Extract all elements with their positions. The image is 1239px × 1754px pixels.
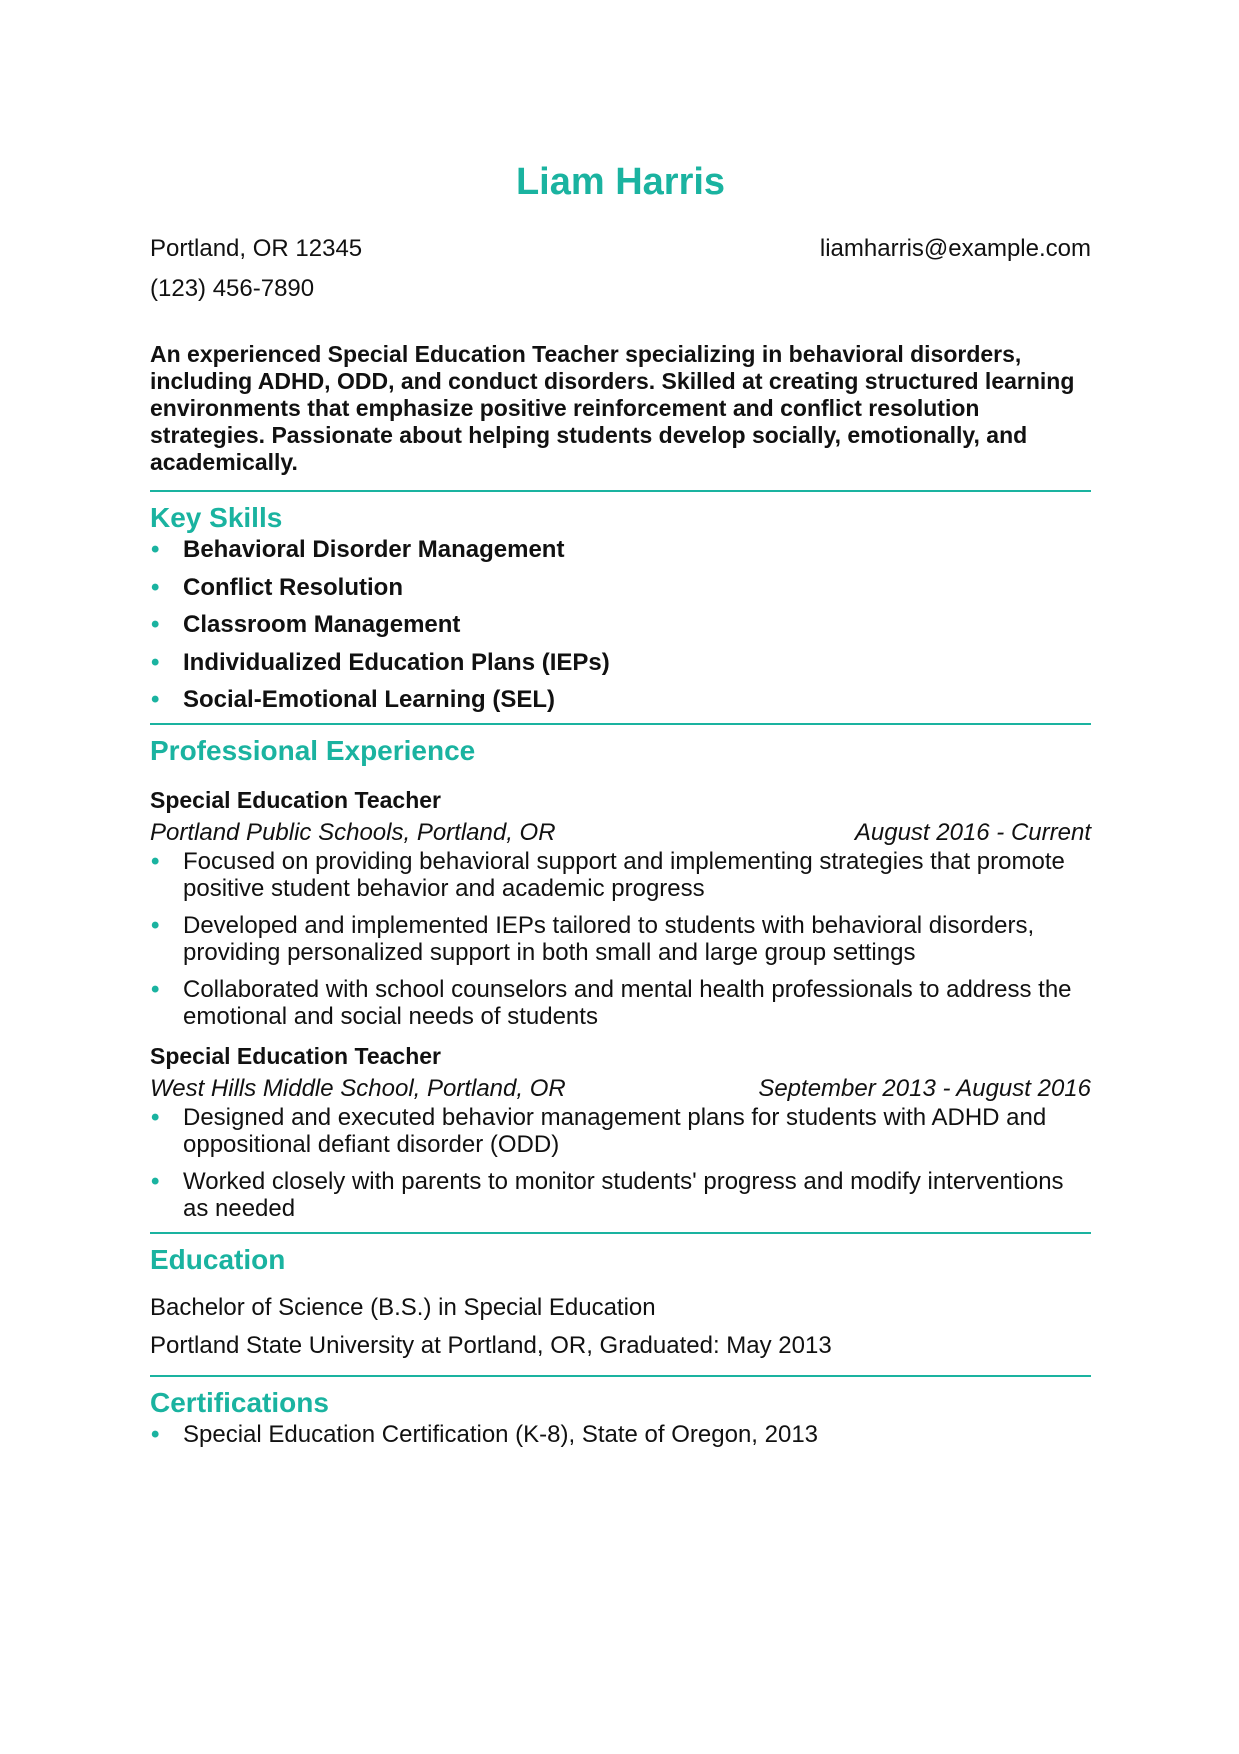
section-divider xyxy=(150,490,1091,492)
job-entry xyxy=(150,1042,1091,1222)
job-meta xyxy=(150,818,1091,848)
job-entry xyxy=(150,786,1091,1030)
bullet-dot-icon: • xyxy=(151,1103,160,1131)
job-employer: Portland Public Schools, Portland, OR xyxy=(150,818,556,846)
email: liamharris@example.com xyxy=(819,235,1091,262)
job-meta xyxy=(150,1074,1091,1104)
section-title-certifications: Certifications xyxy=(150,1386,329,1418)
bullet-dot-icon: • xyxy=(151,648,160,676)
education-degree: Bachelor of Science (B.S.) in Special Education xyxy=(150,1293,656,1321)
section-divider xyxy=(150,1375,1091,1377)
skill-text: Classroom Management xyxy=(183,611,461,638)
skill-text: Behavioral Disorder Management xyxy=(183,536,565,563)
duty-item xyxy=(150,1104,1091,1158)
location: Portland, OR 12345 xyxy=(150,235,363,262)
section-title-experience: Professional Experience xyxy=(150,734,476,766)
duty-item xyxy=(150,848,1091,902)
skill-text: Individualized Education Plans (IEPs) xyxy=(183,648,610,676)
bullet-dot-icon: • xyxy=(151,686,160,713)
job-duties xyxy=(150,1104,1091,1222)
resume-page xyxy=(150,160,1091,1450)
skills-list xyxy=(150,535,1091,715)
duty-text: Developed and implemented IEPs tailored to students with behavioral disorders, providing personalized support in both small and large group settings xyxy=(183,911,1035,966)
duty-item xyxy=(150,1168,1091,1222)
job-employer: West Hills Middle School, Portland, OR xyxy=(150,1074,566,1102)
skill-text: Conflict Resolution xyxy=(183,573,403,601)
bullet-dot-icon: • xyxy=(151,975,160,1003)
job-title: Special Education Teacher xyxy=(150,1042,442,1069)
contact-row xyxy=(150,234,1091,264)
job-title: Special Education Teacher xyxy=(150,786,442,813)
skill-item xyxy=(150,535,1091,565)
duty-text: Designed and executed behavior management plans for students with ADHD and oppositional defiant disorder (ODD) xyxy=(183,1103,1047,1158)
skill-item xyxy=(150,685,1091,715)
skill-item xyxy=(150,573,1091,603)
job-dates: September 2013 - August 2016 xyxy=(758,1074,1091,1102)
summary: An experienced Special Education Teacher specializing in behavioral disorders, including ADHD, ODD, and conduct disorders. Skilled at creating structured learning environments that emphasize positive reinforcement and conflict resolution strategies. Passionate about helping students develop socially, emotionally, and academically. xyxy=(150,341,1075,475)
candidate-name: Liam Harris xyxy=(515,161,726,203)
duty-item xyxy=(150,976,1091,1030)
certifications-list xyxy=(150,1420,1091,1450)
job-dates: August 2016 - Current xyxy=(854,818,1091,846)
duty-text: Worked closely with parents to monitor students' progress and modify interventions as needed xyxy=(183,1167,1064,1222)
bullet-dot-icon: • xyxy=(151,611,160,638)
bullet-dot-icon: • xyxy=(151,1167,160,1195)
duty-item xyxy=(150,912,1091,966)
job-duties xyxy=(150,848,1091,1030)
skill-item xyxy=(150,610,1091,640)
skill-item xyxy=(150,648,1091,678)
bullet-dot-icon: • xyxy=(151,911,160,939)
bullet-dot-icon: • xyxy=(151,536,160,563)
duty-text: Focused on providing behavioral support and implementing strategies that promote positive student behavior and academic progress xyxy=(183,847,1065,902)
duty-text: Collaborated with school counselors and mental health professionals to address the emotional and social needs of students xyxy=(183,975,1072,1030)
education-school: Portland State University at Portland, OR, Graduated: May 2013 xyxy=(150,1331,832,1359)
section-title-education: Education xyxy=(150,1243,286,1275)
skill-text: Social-Emotional Learning (SEL) xyxy=(183,686,556,713)
contact-row-phone xyxy=(150,274,1091,304)
bullet-dot-icon: • xyxy=(151,573,160,601)
bullet-dot-icon: • xyxy=(151,847,160,875)
section-divider xyxy=(150,1232,1091,1234)
certification-text: Special Education Certification (K-8), State of Oregon, 2013 xyxy=(183,1420,819,1448)
phone: (123) 456-7890 xyxy=(150,275,315,302)
certification-item xyxy=(150,1420,1091,1450)
bullet-dot-icon: • xyxy=(151,1420,160,1448)
section-divider xyxy=(150,723,1091,725)
section-title-skills: Key Skills xyxy=(150,502,283,533)
